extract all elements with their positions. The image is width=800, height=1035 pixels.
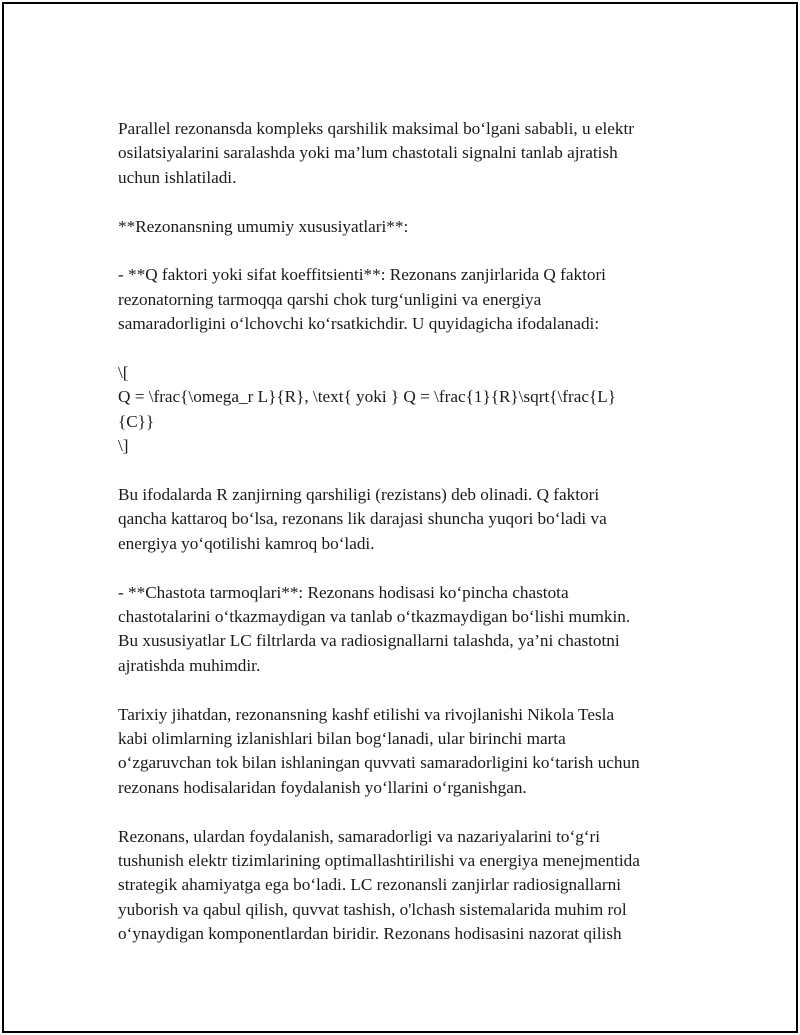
section-heading-properties <box>118 215 678 239</box>
paragraph-formula-explanation <box>118 483 678 556</box>
text-line: energiya yo‘qotilishi kamroq bo‘ladi. <box>118 533 375 553</box>
formula-block <box>118 361 678 459</box>
text-line: {C}} <box>118 411 155 431</box>
paragraph-gap <box>118 556 678 580</box>
text-line: rezonans hodisalaridan foydalanish yo‘llarini o‘rganishgan. <box>118 777 527 797</box>
text-line: Rezonans, ulardan foydalanish, samaradorligi va nazariyalarini to‘g‘ri <box>118 826 601 846</box>
text-line: rezonatorning tarmoqqa qarshi chok turg‘unligini va energiya <box>118 289 542 309</box>
paragraph-gap <box>118 337 678 361</box>
paragraph-gap <box>118 459 678 483</box>
text-line: Parallel rezonansda kompleks qarshilik maksimal bo‘lgani sababli, u elektr <box>118 119 634 138</box>
paragraph-gap <box>118 239 678 263</box>
paragraph-gap <box>118 678 678 702</box>
text-line: tushunish elektr tizimlarining optimallashtirilishi va energiya menejmentida <box>118 851 640 871</box>
text-line: Bu xususiyatlar LC filtrlarda va radiosignallarni talashda, ya’ni chastotni <box>118 631 620 651</box>
text-line: chastotalarini o‘tkazmaydigan va tanlab o‘tkazmaydigan bo‘lishi mumkin. <box>118 607 631 627</box>
paragraph-conclusion <box>118 825 678 947</box>
text-line: kabi olimlarning izlanishlari bilan bog‘lanadi, ular birinchi marta <box>118 729 566 749</box>
text-line: osilatsiyalarini saralashda yoki ma’lum chastotali signalni tanlab ajratish <box>118 143 618 163</box>
text-line: yuborish va qabul qilish, quvvat tashish, o'lchash sistemalarida muhim rol <box>118 899 627 919</box>
text-line: Bu ifodalarda R zanjirning qarshiligi (rezistans) deb olinadi. Q faktori <box>118 485 600 505</box>
paragraph-frequency-bands <box>118 581 678 679</box>
text-line: samaradorligini o‘lchovchi ko‘rsatkichdir. U quyidagicha ifodalanadi: <box>118 314 600 334</box>
paragraph-parallel-resonance <box>118 117 678 190</box>
text-line: Q = \frac{\omega_r L}{R}, \text{ yoki } Q = \frac{1}{R}\sqrt{\frac{L} <box>118 387 616 407</box>
text-line: \[ <box>118 363 129 383</box>
text-line: strategik ahamiyatga ega bo‘ladi. LC rezonansli zanjirlar radiosignallarni <box>118 875 622 895</box>
document-body <box>118 117 678 947</box>
text-line: o‘zgaruvchan tok bilan ishlaningan quvvati samaradorligini ko‘tarish uchun <box>118 753 640 773</box>
paragraph-gap <box>118 800 678 824</box>
text-line: qancha kattaroq bo‘lsa, rezonans lik darajasi shuncha yuqori bo‘ladi va <box>118 509 607 529</box>
text-line: o‘ynaydigan komponentlardan biridir. Rezonans hodisasini nazorat qilish <box>118 924 622 944</box>
text-line: ajratishda muhimdir. <box>118 655 261 675</box>
text-line: Tarixiy jihatdan, rezonansning kashf etilishi va rivojlanishi Nikola Tesla <box>118 704 615 724</box>
paragraph-history <box>118 703 678 801</box>
text-line: **Rezonansning umumiy xususiyatlari**: <box>118 216 409 236</box>
text-line: \] <box>118 436 129 456</box>
paragraph-gap <box>118 190 678 214</box>
paragraph-q-factor <box>118 263 678 336</box>
text-line: uchun ishlatiladi. <box>118 167 237 187</box>
text-line: - **Chastota tarmoqlari**: Rezonans hodisasi ko‘pincha chastota <box>118 582 569 602</box>
text-line: - **Q faktori yoki sifat koeffitsienti**: Rezonans zanjirlarida Q faktori <box>118 265 606 285</box>
